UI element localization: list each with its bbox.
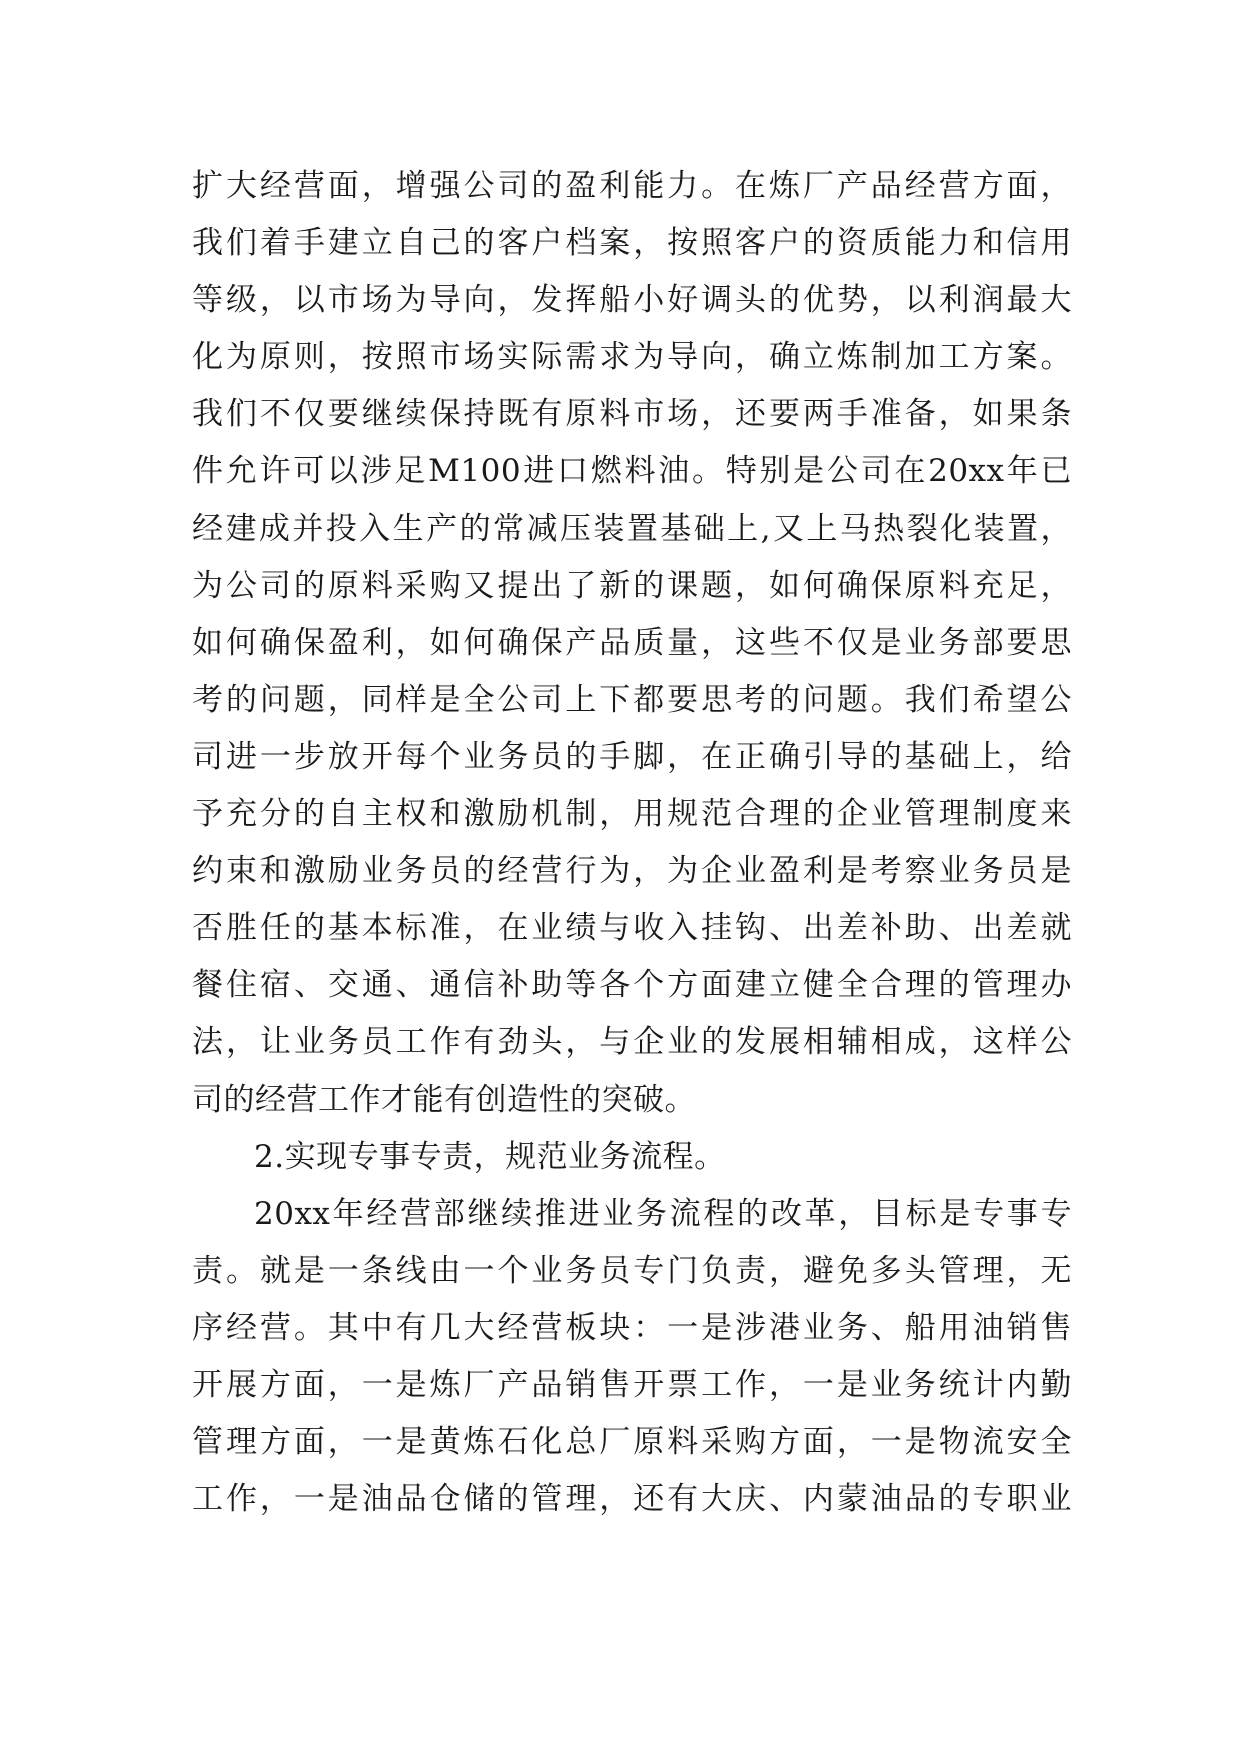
text-line: 责。就是一条线由一个业务员专门负责，避免多头管理，无 <box>192 1252 1072 1289</box>
body-text <box>192 158 1072 1528</box>
text-line: 我们着手建立自己的客户档案，按照客户的资质能力和信用 <box>192 225 1072 262</box>
text-line: 考的问题，同样是全公司上下都要思考的问题。我们希望公 <box>192 681 1072 718</box>
text-line: 法，让业务员工作有劲头，与企业的发展相辅相成，这样公 <box>192 1024 1072 1061</box>
text-line: 开展方面，一是炼厂产品销售开票工作，一是业务统计内勤 <box>192 1366 1072 1403</box>
text-line: 工作，一是油品仓储的管理，还有大庆、内蒙油品的专职业 <box>192 1481 1072 1518</box>
text-line: 管理方面，一是黄炼石化总厂原料采购方面，一是物流安全 <box>192 1424 1072 1461</box>
text-line: 序经营。其中有几大经营板块：一是涉港业务、船用油销售 <box>192 1309 1072 1346</box>
text-line: 司的经营工作才能有创造性的突破。 <box>192 1081 696 1118</box>
text-line: 扩大经营面，增强公司的盈利能力。在炼厂产品经营方面， <box>192 168 1072 204</box>
text-line: 司进一步放开每个业务员的手脚，在正确引导的基础上，给 <box>192 738 1072 775</box>
text-line: 我们不仅要继续保持既有原料市场，还要两手准备，如果条 <box>192 396 1072 433</box>
text-line: 约束和激励业务员的经营行为，为企业盈利是考察业务员是 <box>192 853 1072 890</box>
text-line: 等级，以市场为导向，发挥船小好调头的优势，以利润最大 <box>192 282 1072 319</box>
text-line: 化为原则，按照市场实际需求为导向，确立炼制加工方案。 <box>192 339 1072 376</box>
section-heading: 2.实现专事专责，规范业务流程。 <box>254 1138 726 1175</box>
text-line: 为公司的原料采购又提出了新的课题，如何确保原料充足， <box>192 567 1072 604</box>
text-line: 如何确保盈利，如何确保产品质量，这些不仅是业务部要思 <box>192 624 1072 661</box>
text-line: 经建成并投入生产的常减压装置基础上,又上马热裂化装置， <box>192 510 1072 547</box>
text-line: 20xx年经营部继续推进业务流程的改革，目标是专事专 <box>254 1195 1072 1232</box>
text-line: 否胜任的基本标准，在业绩与收入挂钩、出差补助、出差就 <box>192 910 1072 947</box>
text-line: 予充分的自主权和激励机制，用规范合理的企业管理制度来 <box>192 796 1072 833</box>
text-line: 件允许可以涉足M100进口燃料油。特别是公司在20xx年已 <box>192 453 1072 490</box>
text-line: 餐住宿、交通、通信补助等各个方面建立健全合理的管理办 <box>192 967 1072 1004</box>
